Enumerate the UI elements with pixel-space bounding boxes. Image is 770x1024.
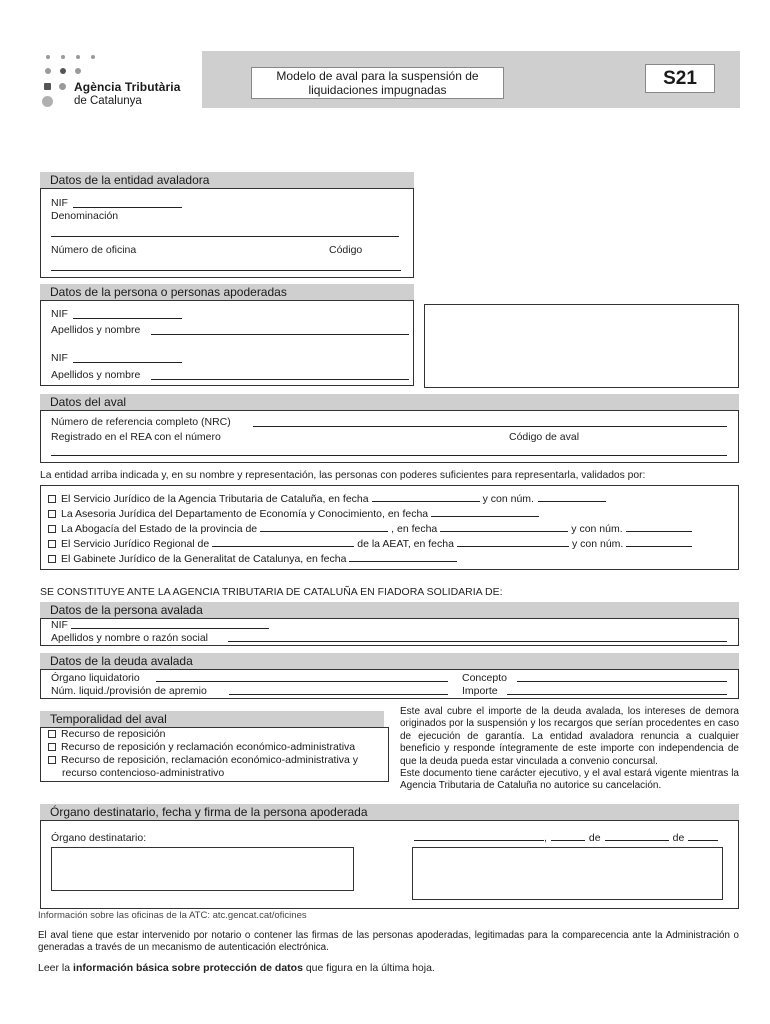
- aval-nrc-label: Número de referencia completo (NRC): [51, 416, 231, 428]
- footer-leer: [38, 962, 435, 974]
- firma-organo-field[interactable]: [51, 847, 354, 891]
- temporalidad-opt3-row: [48, 754, 358, 766]
- validado-abogacia-num-field[interactable]: [626, 523, 692, 532]
- validado-abogacia-row: [48, 523, 692, 535]
- validado-aeat-regional-field[interactable]: [212, 538, 354, 547]
- validado-aeat-num-label: y con núm.: [571, 538, 624, 550]
- entidad-oficina-field[interactable]: [51, 270, 401, 271]
- logo-dot: [42, 96, 53, 107]
- section-entidad-box: [40, 188, 414, 278]
- validado-aeat-num-field[interactable]: [626, 538, 692, 547]
- deuda-num-label: Núm. liquid./provisión de apremio: [51, 685, 207, 697]
- validado-abogacia-fecha-field[interactable]: [440, 523, 568, 532]
- validado-asesoria-row: [48, 508, 539, 520]
- form-title-line2: liquidaciones impugnadas: [308, 83, 447, 97]
- stamp-box[interactable]: [424, 304, 739, 388]
- validado-asesoria-checkbox[interactable]: [48, 510, 56, 518]
- deuda-concepto-label: Concepto: [462, 672, 507, 684]
- entidad-codigo-label: Código: [329, 244, 363, 256]
- temporalidad-opt1-row: [48, 728, 165, 740]
- footer-info: Información sobre las oficinas de la ATC: atc.gencat.cat/oficines: [38, 910, 307, 921]
- aval-codigo-label: Código de aval: [509, 431, 580, 443]
- validado-aeat-fecha-field[interactable]: [457, 538, 569, 547]
- temporalidad-opt1-label: Recurso de reposición: [61, 728, 166, 740]
- aval-conditions-text: [400, 706, 739, 793]
- logo-dot: [44, 83, 51, 90]
- validado-gabinete-row: [48, 553, 457, 565]
- temporalidad-opt2-label: Recurso de reposición y reclamación económico-administrativa: [61, 741, 356, 753]
- firma-organo-label: Órgano destinatario:: [51, 832, 147, 844]
- form-title: [251, 67, 504, 99]
- form-title-line1: Modelo de aval para la suspensión de: [276, 69, 479, 83]
- validado-abogacia-label: La Abogacía del Estado de la provincia de: [61, 523, 258, 535]
- validado-abogacia-fecha-label: , en fecha: [391, 523, 438, 535]
- logo-dot: [60, 68, 66, 74]
- logo-dot: [91, 55, 95, 59]
- apoderado1-nombre-field[interactable]: [151, 334, 409, 335]
- validado-aeat-label: El Servicio Jurídico Regional de: [61, 538, 210, 550]
- logo-dot: [46, 55, 50, 59]
- entidad-denominacion-label: Denominación: [51, 210, 119, 222]
- apoderado1-nombre-label: Apellidos y nombre: [51, 324, 141, 336]
- constituye-heading: SE CONSTITUYE ANTE LA AGENCIA TRIBUTARIA DE CATALUÑA EN FIADORA SOLIDARIA DE:: [40, 586, 503, 598]
- temporalidad-opt3-checkbox[interactable]: [48, 756, 56, 764]
- footer-leer-pre: Leer la: [38, 962, 74, 974]
- deuda-importe-field[interactable]: [507, 694, 727, 695]
- validado-atc-num-field[interactable]: [538, 493, 606, 502]
- validado-aeat-fecha-label: de la AEAT, en fecha: [357, 538, 454, 550]
- section-avalada-title: Datos de la persona avalada: [40, 602, 739, 618]
- temporalidad-opt3-label: Recurso de reposición, reclamación económico-administrativa y: [61, 754, 359, 766]
- temporalidad-opt3-cont: recurso contencioso-administrativo: [62, 767, 225, 779]
- firma-signature-field[interactable]: [412, 847, 723, 900]
- deuda-importe-label: Importe: [462, 685, 498, 697]
- logo-dot: [75, 68, 81, 74]
- logo-dot: [45, 68, 51, 74]
- validado-gabinete-label: El Gabinete Jurídico de la Generalitat de Catalunya, en fecha: [61, 553, 347, 565]
- validados-intro: La entidad arriba indicada y, en su nombre y representación, las personas con poderes suficientes para representarla, validados por:: [40, 470, 646, 481]
- validado-abogacia-num-label: y con núm.: [571, 523, 623, 535]
- aval-conditions-p1: Este aval cubre el importe de la deuda avalada, los intereses de demora originados por la suspensión y los recargos que serían procedentes en caso de ejecución de garantía. La entidad avaladora renuncia a cualquier beneficio y responde íntegramente de este importe con independencia de que la deuda pueda estar vinculada a convenio concursal.: [400, 706, 739, 767]
- validado-asesoria-label: La Asesoria Jurídica del Departamento de Economía y Conocimiento, en fecha: [61, 508, 429, 520]
- deuda-concepto-field[interactable]: [517, 681, 727, 682]
- footer-aviso: El aval tiene que estar intervenido por notario o contener las firmas de las personas apoderadas, legitimadas para la comparecencia ante la Administración o generadas a través de un mecanismo de autenticación electrónica.: [38, 930, 739, 954]
- entidad-nif-field[interactable]: [73, 207, 182, 208]
- logo-dot: [61, 55, 65, 59]
- logo-subname: de Catalunya: [74, 95, 142, 107]
- validado-asesoria-fecha-field[interactable]: [431, 508, 539, 517]
- validado-atc-row: [48, 493, 606, 505]
- validado-abogacia-checkbox[interactable]: [48, 525, 56, 533]
- aval-nrc-field[interactable]: [253, 426, 727, 427]
- firma-lugar-field[interactable]: [414, 832, 544, 841]
- avalada-nombre-field[interactable]: [228, 641, 727, 642]
- section-deuda-title: Datos de la deuda avalada: [40, 653, 739, 669]
- logo-dot: [76, 55, 80, 59]
- apoderado2-nif-label: NIF: [51, 352, 68, 364]
- deuda-organo-field[interactable]: [156, 681, 448, 682]
- footer-leer-post: que figura en la última hoja.: [302, 962, 435, 974]
- logo-name: Agència Tributària: [74, 80, 181, 94]
- temporalidad-opt2-checkbox[interactable]: [48, 743, 56, 751]
- firma-de2: de: [672, 832, 685, 844]
- validado-aeat-row: [48, 538, 692, 550]
- entidad-oficina-label: Número de oficina: [51, 244, 137, 256]
- validado-atc-label: El Servicio Jurídico de la Agencia Tributaria de Cataluña, en fecha: [61, 493, 369, 505]
- section-entidad-title: Datos de la entidad avaladora: [40, 172, 414, 188]
- validado-atc-checkbox[interactable]: [48, 495, 56, 503]
- validado-atc-num-label: y con núm.: [482, 493, 534, 505]
- validado-aeat-checkbox[interactable]: [48, 540, 56, 548]
- logo-dot: [59, 83, 66, 90]
- avalada-nif-field[interactable]: [71, 628, 269, 629]
- validado-abogacia-provincia-field[interactable]: [260, 523, 388, 532]
- temporalidad-opt1-checkbox[interactable]: [48, 730, 56, 738]
- aval-rea-label: Registrado en el REA con el número: [51, 431, 221, 443]
- avalada-nombre-label: Apellidos y nombre o razón social: [51, 632, 208, 644]
- section-temporalidad-title: Temporalidad del aval: [40, 711, 384, 727]
- deuda-num-field[interactable]: [229, 694, 448, 695]
- firma-fecha-row: [414, 832, 718, 844]
- avalada-nif-label: NIF: [51, 619, 68, 631]
- firma-dia-field[interactable]: [551, 832, 585, 841]
- apoderado1-nif-label: NIF: [51, 308, 68, 320]
- section-firma-title: Órgano destinatario, fecha y firma de la persona apoderada: [40, 804, 739, 820]
- entidad-nif-label: NIF: [51, 197, 68, 209]
- privacy-info-link[interactable]: información básica sobre protección de datos: [73, 962, 303, 974]
- firma-comma: ,: [544, 832, 547, 844]
- validado-gabinete-fecha-field[interactable]: [349, 553, 457, 562]
- section-apoderados-title: Datos de la persona o personas apoderadas: [40, 284, 414, 300]
- aval-rea-field[interactable]: [51, 455, 727, 456]
- validado-atc-fecha-field[interactable]: [372, 493, 480, 502]
- temporalidad-opt2-row: [48, 741, 355, 753]
- deuda-organo-label: Órgano liquidatorio: [51, 672, 140, 684]
- form-code: S21: [645, 64, 715, 93]
- apoderado1-nif-field[interactable]: [73, 318, 182, 319]
- firma-anio-field[interactable]: [688, 832, 718, 841]
- section-aval-title: Datos del aval: [40, 394, 739, 410]
- aval-conditions-p2: Este documento tiene carácter ejecutivo, y el aval estará vigente mientras la Agencia Tributaria de Cataluña no autorice su cancelación.: [400, 768, 739, 792]
- validado-gabinete-checkbox[interactable]: [48, 555, 56, 563]
- apoderado2-nombre-label: Apellidos y nombre: [51, 369, 141, 381]
- firma-de1: de: [588, 832, 601, 844]
- apoderado2-nombre-field[interactable]: [151, 379, 409, 380]
- apoderado2-nif-field[interactable]: [73, 362, 182, 363]
- firma-mes-field[interactable]: [605, 832, 669, 841]
- entidad-denominacion-field[interactable]: [51, 236, 399, 237]
